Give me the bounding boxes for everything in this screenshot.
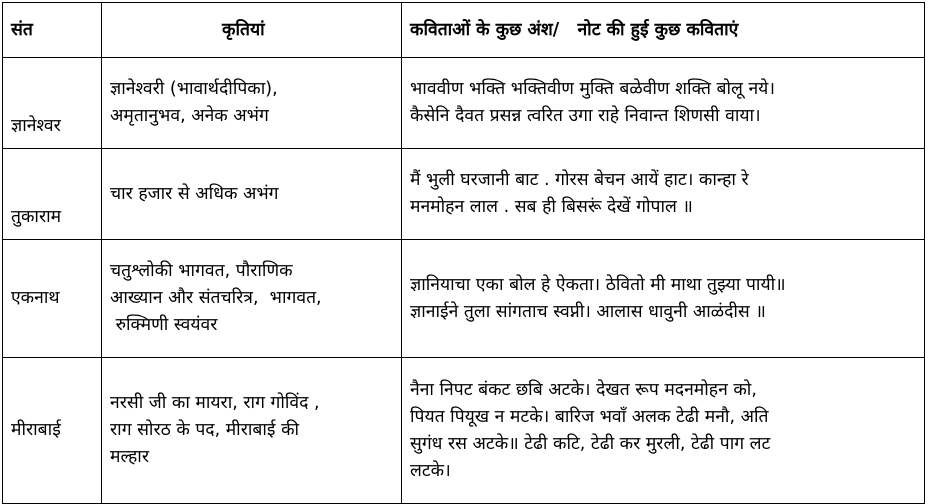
excerpt-line: मैं भुली घरजानी बाट . गोरस बेचन आयें हाट। कान्हा रे <box>410 170 749 190</box>
excerpt-line: नैना निपट बंकट छबि अटके। देखत रूप मदनमोहन को, <box>410 379 757 400</box>
saints-table <box>2 2 925 504</box>
excerpt-line: ज्ञानाईने तुला सांगताच स्वप्नी। आलास धावुनी आळंदीस ॥ <box>410 301 766 322</box>
excerpt-cell <box>402 240 925 358</box>
excerpt-cell <box>402 149 925 240</box>
excerpt-cell <box>402 358 925 504</box>
excerpt-line: कैसेनि दैवत प्रसन्न त्वरित उगा राहे निवान्त शिणसी वाया। <box>410 106 761 126</box>
works-line: आख्यान और संतचरित्र, भागवत, <box>110 288 322 308</box>
works-cell <box>102 240 402 358</box>
header-saint: संत <box>3 3 102 58</box>
excerpt-line: लटके। <box>410 460 451 481</box>
works-line: मल्हार <box>110 447 149 467</box>
works-line: ज्ञानेश्वरी (भावार्थदीपिका), <box>110 79 278 99</box>
works-line: नरसी जी का मायरा, राग गोविंद , <box>110 393 320 413</box>
excerpt-line: सुगंध रस अटके॥ टेढी कटि, टेढी कर मुरली, टेढी पाग लट <box>410 433 771 454</box>
works-line: राग सोरठ के पद, मीराबाई की <box>110 420 300 440</box>
works-cell <box>102 58 402 149</box>
table-row <box>3 358 925 504</box>
excerpt-line: मनमोहन लाल . सब ही बिसरूं देखें गोपाल ॥ <box>410 197 693 217</box>
excerpt-line: भाववीण भक्ति भक्तिवीण मुक्ति बळेवीण शक्ति बोलू नये। <box>410 79 775 99</box>
table-row <box>3 149 925 240</box>
table-row <box>3 240 925 358</box>
works-cell <box>102 149 402 240</box>
works-line: चार हजार से अधिक अभंग <box>110 183 279 204</box>
header-excerpts: कविताओं के कुछ अंश/ नोट की हुई कुछ कविताएं <box>402 3 925 58</box>
works-cell <box>102 358 402 504</box>
works-line: चतुश्लोकी भागवत, पौराणिक <box>110 261 293 281</box>
header-row <box>3 3 925 58</box>
saint-name: तुकाराम <box>3 149 102 240</box>
saint-name: मीराबाई <box>3 358 102 504</box>
excerpt-line: ज्ञानियाचा एका बोल हे ऐकता। ठेवितो मी माथा तुझ्या पायी॥ <box>410 274 786 295</box>
works-line: अमृतानुभव, अनेक अभंग <box>110 106 269 126</box>
excerpt-cell <box>402 58 925 149</box>
works-line: रुक्मिणी स्वयंवर <box>110 315 218 335</box>
excerpt-line: पियत पियूख न मटके। बारिज भवाँ अलक टेढी मनौ, अति <box>410 406 769 427</box>
saint-name: ज्ञानेश्वर <box>3 58 102 149</box>
header-works: कृतियां <box>102 3 402 58</box>
saint-name: एकनाथ <box>3 240 102 358</box>
table-row <box>3 58 925 149</box>
